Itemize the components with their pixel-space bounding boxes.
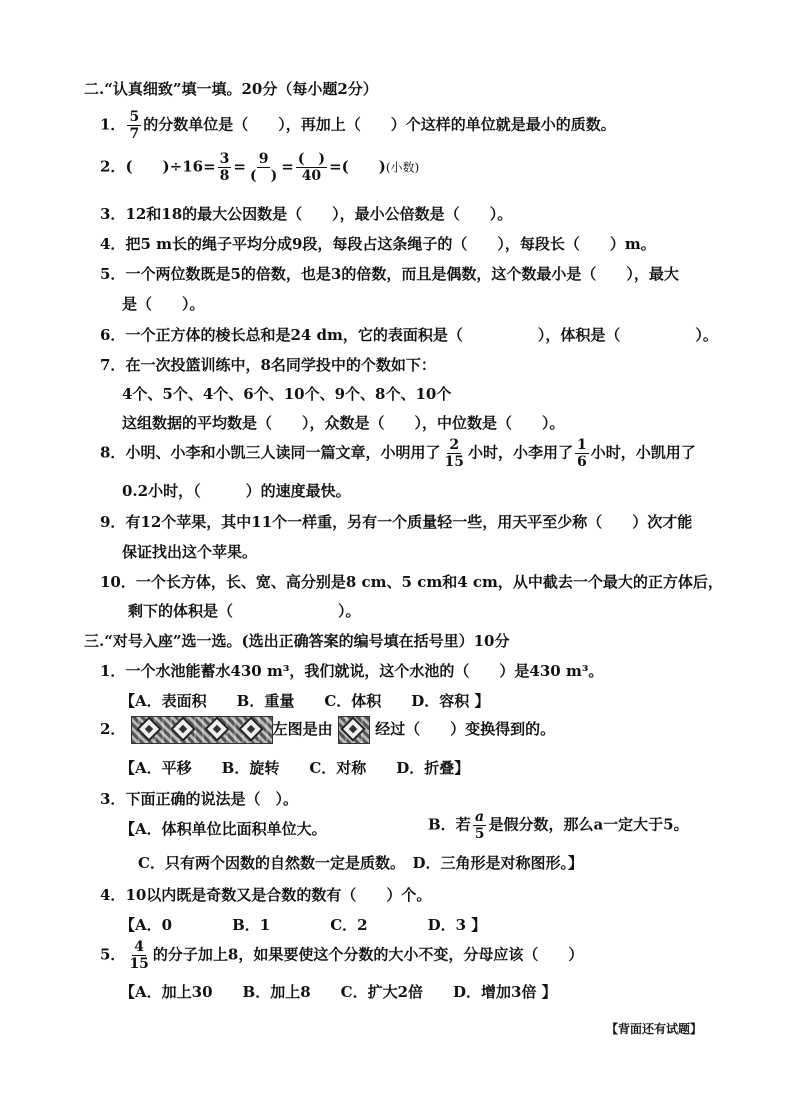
- question-2-10-cont: 剩下的体积是（ ）。: [128, 602, 361, 620]
- question-3-2: 2． 左图是由 经过（ ）变换得到的。: [100, 716, 555, 744]
- question-3-3-option-b: B．若 $\frac{a}{5}$ 是假分数，那么a一定大于5。: [428, 809, 689, 842]
- question-3-2-options: 【A．平移 B．旋转 C．对称 D．折叠】: [120, 759, 470, 777]
- question-2-9: 9．有12个苹果，其中11个一样重，另有一个质量轻一些，用天平至少称（ ）次才能: [100, 513, 693, 531]
- question-2-4: 4．把5 m长的绳子平均分成9段，每段占这条绳子的（ ），每段长（ ）m。: [100, 235, 656, 253]
- question-2-6: 6．一个正方体的棱长总和是24 dm，它的表面积是（ ），体积是（ ）。: [100, 326, 718, 344]
- question-2-10: 10．一个长方体，长、宽、高分别是8 cm、5 cm和4 cm，从中截去一个最大的正方体后，: [100, 573, 723, 591]
- question-2-7-data: 4个、5个、4个、6个、10个、9个、8个、10个: [122, 385, 452, 403]
- section2-heading: 二.“认真细致”填一填。20分（每小题2分）: [84, 80, 378, 98]
- footer-note: 【背面还有试题】: [606, 1022, 703, 1036]
- question-3-3-option-a: 【A．体积单位比面积单位大。: [120, 820, 327, 838]
- question-3-1-options: 【A．表面积 B．重量 C．体积 D．容积 】: [120, 692, 490, 710]
- question-3-5: 5． $\frac{4}{15}$ 的分子加上8，如果要使这个分数的大小不变，分母应该（ ）: [100, 939, 584, 972]
- question-2-3: 3．12和18的最大公因数是（ ），最小公倍数是（ ）。: [100, 205, 513, 223]
- section3-heading: 三.“对号入座”选一选。(选出正确答案的编号填在括号里）10分: [84, 632, 510, 650]
- question-2-5-cont: 是（ ）。: [122, 295, 205, 313]
- question-3-3: 3．下面正确的说法是（ ）。: [100, 790, 298, 808]
- question-2-8-cont: 0.2小时，（ ）的速度最快。: [122, 482, 351, 500]
- question-2-7: 7．在一次投篮训练中，8名同学投中的个数如下：: [100, 356, 436, 374]
- question-3-1: 1．一个水池能蓄水430 m³，我们就说，这个水池的（ ）是430 m³。: [100, 662, 604, 680]
- question-3-4-options: 【A．0 B．1 C．2 D．3 】: [120, 916, 487, 934]
- question-3-5-options: 【A．加上30 B．加上8 C．扩大2倍 D．增加3倍 】: [120, 983, 557, 1001]
- question-2-2: 2．( )÷16= $\frac{3}{8}$ = $\frac{9}{( )}$ = $\frac{( )}{40}$ =( )(小数): [100, 151, 420, 184]
- pattern-unit-image: [338, 716, 370, 744]
- question-2-9-cont: 保证找出这个苹果。: [122, 543, 258, 561]
- question-2-8: 8．小明、小李和小凯三人读同一篇文章，小明用了 $\frac{2}{15}$ 小时，小李用了 $\frac{1}{6}$ 小时，小凯用了: [100, 437, 696, 470]
- question-3-4: 4．10以内既是奇数又是合数的数有（ ）个。: [100, 886, 432, 904]
- question-2-1: 1． $\frac{5}{7}$ 的分数单位是（ ），再加上（ ）个这样的单位就是最小的质数。: [100, 109, 616, 142]
- question-3-3-options-cd: C．只有两个因数的自然数一定是质数。 D．三角形是对称图形。】: [138, 854, 583, 872]
- question-2-5: 5．一个两位数既是5的倍数，也是3的倍数，而且是偶数，这个数最小是（ ），最大: [100, 265, 679, 283]
- pattern-strip-image: [131, 716, 273, 744]
- question-2-7-ask: 这组数据的平均数是（ ），众数是（ ），中位数是（ ）。: [122, 414, 565, 432]
